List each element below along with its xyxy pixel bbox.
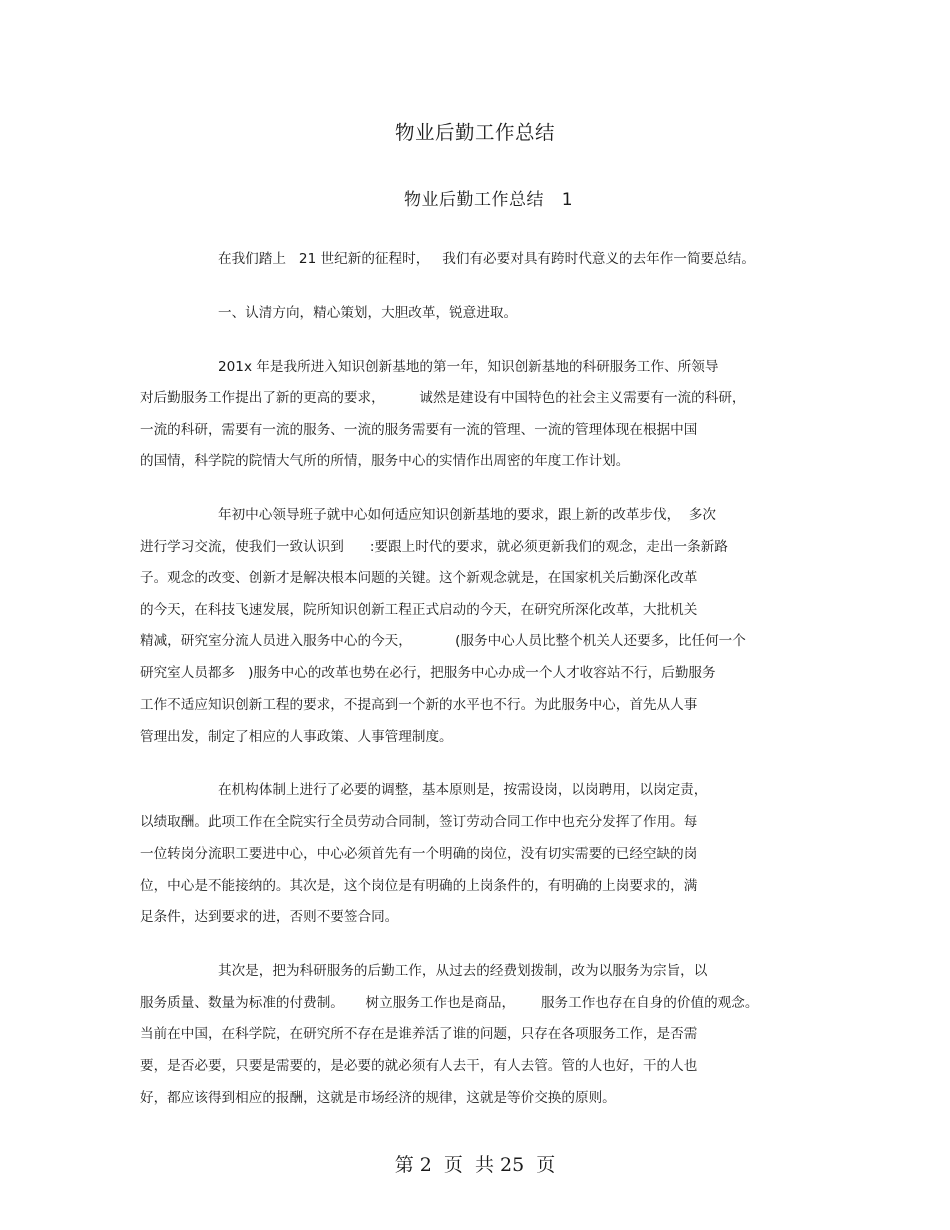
text-line: 足条件，达到要求的进，否则不要签合同。: [140, 909, 399, 925]
text-line: 对后勤服务工作提出了新的更高的要求， 诚然是建设有中国特色的社会主义需要有一流的科研，: [140, 390, 746, 406]
text-line: 要，是否必要，只要是需要的，是必要的就必须有人去干，有人去管。管的人也好，干的人也: [140, 1058, 698, 1074]
text-line: 管理出发，制定了相应的人事政策、人事管理制度。: [140, 729, 453, 745]
text-line: 在机构体制上进行了必要的调整，基本原则是，按需设岗，以岗聘用，以岗定责，: [218, 782, 708, 798]
text-line: 以绩取酬。此项工作在全院实行全员劳动合同制，签订劳动合同工作中也充分发挥了作用。每: [140, 814, 698, 830]
text-line: 好，都应该得到相应的报酬，这就是市场经济的规律，这就是等价交换的原则。: [140, 1090, 616, 1106]
section-title: 物业后勤工作总结 1: [404, 190, 574, 210]
text-line: 位，中心是不能接纳的。其次是，这个岗位是有明确的上岗条件的，有明确的上岗要求的，满: [140, 878, 698, 894]
text-line: 工作不适应知识创新工程的要求，不提高到一个新的水平也不行。为此服务中心，首先从人事: [140, 697, 698, 713]
text-line: 当前在中国，在科学院，在研究所不存在是谁养活了谁的问题，只存在各项服务工作，是否需: [140, 1026, 698, 1042]
text-line: 年初中心领导班子就中心如何适应知识创新基地的要求，跟上新的改革步伐， 多次: [218, 507, 717, 523]
text-line: 的国情，科学院的院情大气所的所情，服务中心的实情作出周密的年度工作计划。: [140, 453, 630, 469]
page-number: 第 2 页 共 25 页: [394, 1154, 556, 1176]
text-line: 一、认清方向，精心策划，大胆改革，锐意进取。: [218, 305, 518, 321]
text-line: 其次是，把为科研服务的后勤工作，从过去的经费划拨制，改为以服务为宗旨，以: [218, 963, 708, 979]
text-line: 进行学习交流，使我们一致认识到 :要跟上时代的要求，就必须更新我们的观念，走出一条新路: [140, 539, 728, 555]
document-title: 物业后勤工作总结: [394, 121, 555, 144]
text-line: 在我们踏上 21 世纪新的征程时， 我们有必要对具有跨时代意义的去年作一简要总结。: [218, 251, 755, 267]
text-line: 子。观念的改变、创新才是解决根本问题的关键。这个新观念就是，在国家机关后勤深化改革: [140, 570, 698, 586]
text-line: 一流的科研，需要有一流的服务、一流的服务需要有一流的管理、一流的管理体现在根据中国: [140, 422, 698, 438]
text-line: 精减，研究室分流人员进入服务中心的今天， (服务中心人员比整个机关人还要多，比任何一个: [140, 633, 746, 649]
text-line: 201x 年是我所进入知识创新基地的第一年，知识创新基地的科研服务工作、所领导: [218, 359, 719, 375]
text-line: 服务质量、数量为标准的付费制。 树立服务工作也是商品， 服务工作也存在自身的价值的观念。: [140, 995, 759, 1011]
text-line: 研究室人员都多 )服务中心的改革也势在必行，把服务中心办成一个人才收容站不行，后勤服务: [140, 665, 716, 681]
text-line: 的今天，在科技飞速发展，院所知识创新工程正式启动的今天，在研究所深化改革，大批机关: [140, 602, 698, 618]
text-line: 一位转岗分流职工要进中心，中心必须首先有一个明确的岗位，没有切实需要的已经空缺的岗: [140, 846, 698, 862]
